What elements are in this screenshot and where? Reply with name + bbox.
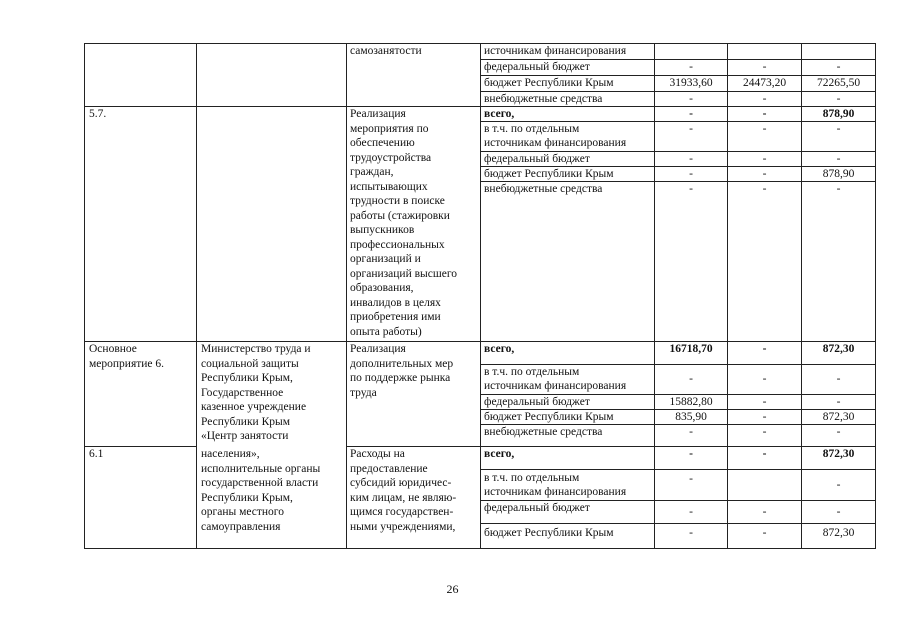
value-cell: - xyxy=(762,153,767,165)
executor-line: социальной защиты xyxy=(201,357,299,370)
grid-line xyxy=(196,43,197,549)
value-cell: - xyxy=(836,153,841,165)
value-cell: 872,30 xyxy=(822,343,855,355)
value-cell: - xyxy=(689,373,693,385)
activity-line: выпускников xyxy=(350,224,415,236)
value-cell: 24473,20 xyxy=(742,77,787,89)
value-cell: 15882,80 xyxy=(669,396,713,408)
value-cell: - xyxy=(836,479,841,491)
activity-line: граждан, xyxy=(350,166,394,178)
value-cell: - xyxy=(762,426,767,438)
source-label: источникам финансирования xyxy=(484,45,627,57)
value-cell: 835,90 xyxy=(675,411,707,423)
value-cell: - xyxy=(762,411,767,423)
value-cell: - xyxy=(689,93,693,105)
value-cell: - xyxy=(762,183,767,195)
value-cell: 31933,60 xyxy=(669,77,713,89)
value-cell: - xyxy=(762,396,767,408)
source-label: бюджет Республики Крым xyxy=(484,411,614,423)
executor-line: исполнительные органы xyxy=(201,462,321,475)
source-label: бюджет Республики Крым xyxy=(484,527,614,539)
activity-line: инвалидов в целях xyxy=(350,296,441,309)
executor-line: Государственное xyxy=(201,386,284,399)
value-cell: - xyxy=(762,373,767,385)
value-cell: 872,30 xyxy=(822,411,855,423)
source-label: внебюджетные средства xyxy=(484,183,603,195)
row-code-line: мероприятие 6. xyxy=(89,357,165,370)
value-cell: - xyxy=(689,108,693,120)
activity-line: организаций и xyxy=(350,253,421,265)
activity-line: субсидий юридичес- xyxy=(350,477,452,489)
value-cell: 872,30 xyxy=(822,448,855,460)
grid-line xyxy=(480,43,481,549)
source-label: бюджет Республики Крым xyxy=(484,77,614,89)
value-cell: 872,30 xyxy=(822,527,855,539)
value-cell: - xyxy=(689,61,693,73)
source-label: внебюджетные средства xyxy=(484,426,603,438)
row-code: 5.7. xyxy=(89,108,107,120)
executor-line: «Центр занятости xyxy=(201,430,289,442)
executor-line: государственной власти xyxy=(201,477,319,489)
value-cell: - xyxy=(836,123,841,135)
source-label: внебюджетные средства xyxy=(484,93,603,105)
activity-line: Реализация xyxy=(350,343,406,355)
activity-line: труда xyxy=(350,386,377,399)
activity-line: щимся государствен- xyxy=(350,506,454,518)
value-cell: - xyxy=(836,396,841,408)
value-cell: 16718,70 xyxy=(669,343,713,355)
value-cell: - xyxy=(836,426,841,438)
value-cell: - xyxy=(689,506,693,518)
executor-line: Республики Крым, xyxy=(201,491,293,504)
grid-line xyxy=(84,43,876,44)
activity-line: мероприятия по xyxy=(350,122,429,135)
value-cell: - xyxy=(689,448,693,460)
source-label: федеральный бюджет xyxy=(484,61,590,73)
activity-line: работы (стажировки xyxy=(350,209,450,222)
activity-line: ким лицам, не являю- xyxy=(350,491,457,504)
value-cell: - xyxy=(689,168,693,180)
row-code: 6.1 xyxy=(89,448,104,460)
activity-line: трудности в поиске xyxy=(350,195,445,207)
activity-line: трудоустройства xyxy=(350,151,432,164)
source-label: источникам финансирования xyxy=(484,486,627,498)
activity-line: профессиональных xyxy=(350,238,445,251)
executor-line: Республики Крым xyxy=(201,415,290,428)
activity-line: Реализация xyxy=(350,108,406,120)
executor-line: самоуправления xyxy=(201,520,281,533)
source-label: федеральный бюджет xyxy=(484,502,590,514)
value-cell: - xyxy=(762,93,767,105)
source-label: бюджет Республики Крым xyxy=(484,168,614,180)
value-cell: - xyxy=(689,426,693,438)
value-cell: - xyxy=(762,527,767,539)
source-label: всего, xyxy=(484,343,515,355)
source-label: в т.ч. по отдельным xyxy=(484,123,580,135)
activity-line: организаций высшего xyxy=(350,267,458,280)
activity-line: ными учреждениями, xyxy=(350,520,456,533)
value-cell: - xyxy=(836,93,841,105)
value-cell: 878,90 xyxy=(822,168,855,180)
executor-line: органы местного xyxy=(201,506,284,518)
grid-line xyxy=(480,469,876,470)
value-cell: - xyxy=(836,373,841,385)
value-cell: - xyxy=(762,506,767,518)
source-label: федеральный бюджет xyxy=(484,153,590,165)
source-label: в т.ч. по отдельным xyxy=(484,366,580,378)
activity-line: обеспечению xyxy=(350,137,415,149)
executor-line: Министерство труда и xyxy=(201,343,311,355)
value-cell: - xyxy=(689,123,693,135)
source-label: всего, xyxy=(484,448,515,460)
source-label: всего, xyxy=(484,108,515,120)
activity-line: Расходы на xyxy=(350,448,405,460)
grid-line xyxy=(84,548,876,549)
value-cell: - xyxy=(762,123,767,135)
grid-line xyxy=(875,43,876,549)
value-cell: 878,90 xyxy=(822,108,855,120)
value-cell: - xyxy=(762,108,767,120)
value-cell: - xyxy=(762,448,767,460)
grid-line xyxy=(84,43,85,549)
source-label: в т.ч. по отдельным xyxy=(484,472,580,484)
activity-line: предоставление xyxy=(350,462,428,475)
page-number: 26 xyxy=(446,582,459,596)
activity-line: опыта работы) xyxy=(350,325,422,338)
activity-text: самозанятости xyxy=(350,45,422,57)
grid-line xyxy=(346,43,347,549)
executor-line: казенное учреждение xyxy=(201,401,307,413)
value-cell: - xyxy=(762,343,767,355)
source-label: федеральный бюджет xyxy=(484,396,590,408)
executor-line: Республики Крым, xyxy=(201,372,293,384)
activity-line: по поддержке рынка xyxy=(350,372,451,384)
activity-line: дополнительных мер xyxy=(350,357,454,370)
value-cell: - xyxy=(689,473,693,485)
value-cell: - xyxy=(689,153,693,165)
grid-line xyxy=(480,523,876,524)
row-code-line: Основное xyxy=(89,343,137,355)
value-cell: - xyxy=(689,527,693,539)
activity-line: испытывающих xyxy=(350,180,428,193)
source-label: источникам финансирования xyxy=(484,137,627,149)
value-cell: - xyxy=(762,168,767,180)
value-cell: - xyxy=(689,183,693,195)
value-cell: - xyxy=(836,506,841,518)
value-cell: 72265,50 xyxy=(816,77,861,89)
value-cell: - xyxy=(762,61,767,73)
source-label: источникам финансирования xyxy=(484,380,627,392)
value-cell: - xyxy=(836,61,841,73)
value-cell: - xyxy=(836,183,841,195)
activity-line: образования, xyxy=(350,282,414,294)
activity-line: приобретения ими xyxy=(350,311,441,323)
executor-line: населения», xyxy=(201,448,260,460)
